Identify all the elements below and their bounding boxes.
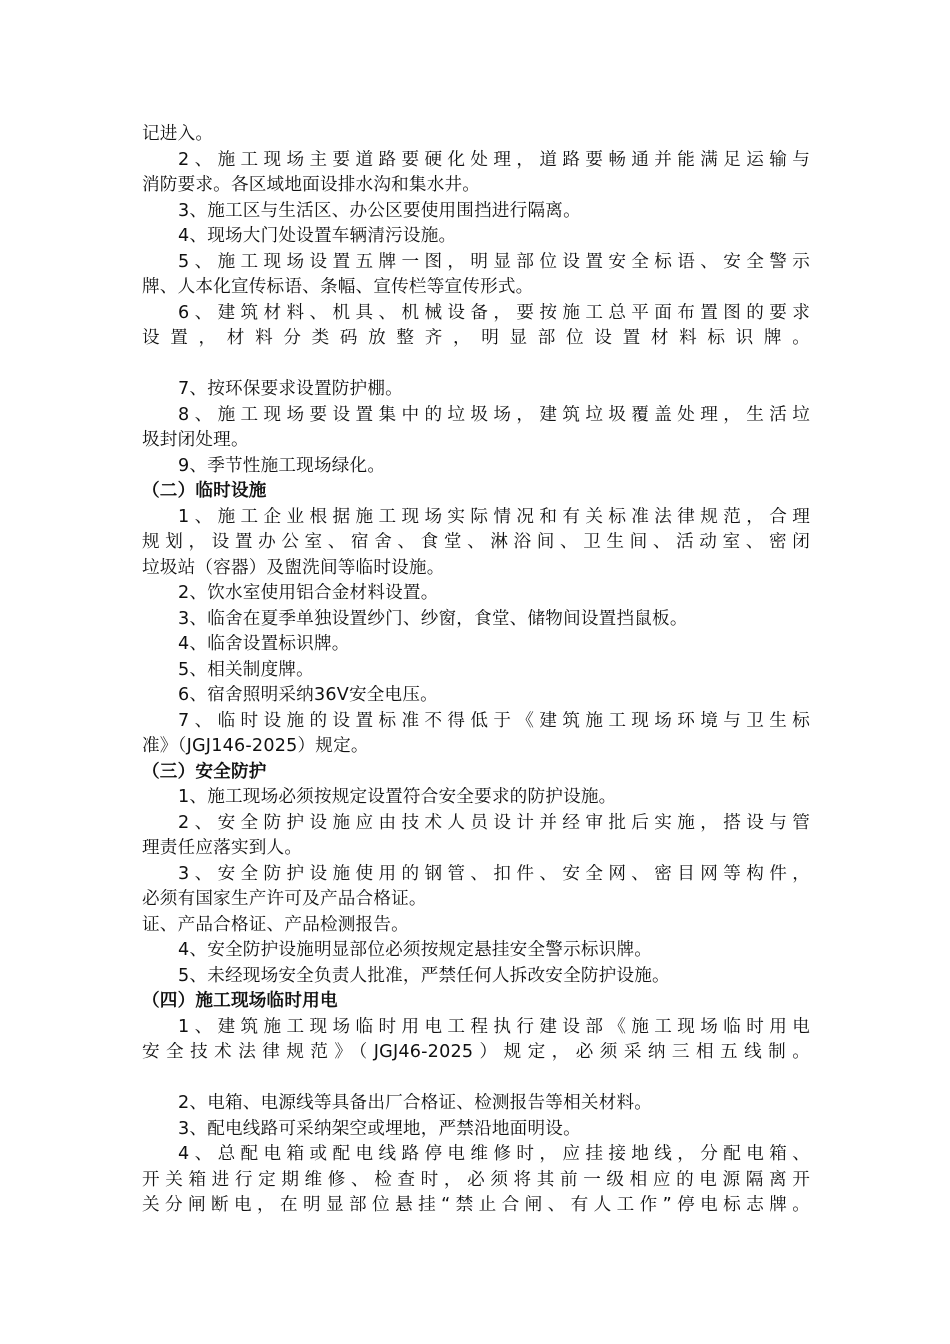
paragraph-line: 5、相关制度牌。 xyxy=(178,659,314,680)
paragraph-line: 3、临舍在夏季单独设置纱门、纱窗，食堂、储物间设置挡鼠板。 xyxy=(178,608,688,629)
paragraph-line: 设置，材料分类码放整齐，明显部位设置材料标识牌。 xyxy=(142,328,810,348)
paragraph-line: 1、施工现场必须按规定设置符合安全要求的防护设施。 xyxy=(178,787,617,807)
paragraph-line: 3、施工区与生活区、办公区要使用围挡进行隔离。 xyxy=(178,200,581,221)
paragraph-line: 7、按环保要求设置防护棚。 xyxy=(178,379,403,399)
paragraph-line: 安全技术法律规范》（JGJ46-2025）规定，必须采纳三相五线制。 xyxy=(142,1042,810,1062)
paragraph-line: 准》（JGJ146-2025）规定。 xyxy=(142,736,369,756)
paragraph-line: 5、未经现场安全负责人批准，严禁任何人拆改安全防护设施。 xyxy=(178,965,670,986)
paragraph-line: 8、施工现场要设置集中的垃圾场，建筑垃圾覆盖处理，生活垃 xyxy=(178,404,810,425)
paragraph-line: 圾封闭处理。 xyxy=(142,430,249,450)
section-heading: （三）安全防护 xyxy=(142,761,267,782)
paragraph-line: 4、总配电箱或配电线路停电维修时，应挂接地线，分配电箱、 xyxy=(178,1144,810,1164)
paragraph-line: 2、电箱、电源线等具备出厂合格证、检测报告等相关材料。 xyxy=(178,1093,653,1113)
section-heading: （四）施工现场临时用电 xyxy=(142,991,338,1011)
paragraph-line: 理责任应落实到人。 xyxy=(142,838,303,858)
document-body xyxy=(142,122,810,1219)
paragraph-line: 规划，设置办公室、宿舍、食堂、淋浴间、卫生间、活动室、密闭 xyxy=(142,532,810,552)
paragraph-line: 4、临舍设置标识牌。 xyxy=(178,634,350,654)
paragraph-line: 垃圾站（容器）及盥洗间等临时设施。 xyxy=(142,557,445,578)
paragraph-line: 开关箱进行定期维修、检查时，必须将其前一级相应的电源隔离开 xyxy=(142,1169,810,1190)
paragraph-line: 关分闸断电，在明显部位悬挂“禁止合闸、有人工作”停电标志牌。 xyxy=(142,1195,810,1215)
paragraph-line: 5、施工现场设置五牌一图，明显部位设置安全标语、安全警示 xyxy=(178,251,810,272)
paragraph-line: 3、配电线路可采纳架空或埋地，严禁沿地面明设。 xyxy=(178,1118,581,1139)
paragraph-line: 1、建筑施工现场临时用电工程执行建设部《施工现场临时用电 xyxy=(178,1016,810,1037)
blank-line xyxy=(142,352,810,378)
paragraph-line: 证、产品合格证、产品检测报告。 xyxy=(142,914,409,935)
paragraph-line: 牌、人本化宣传标语、条幅、宣传栏等宣传形式。 xyxy=(142,277,534,297)
paragraph-line: 2、饮水室使用铝合金材料设置。 xyxy=(178,583,439,603)
paragraph-line: 4、现场大门处设置车辆清污设施。 xyxy=(178,226,457,246)
section-heading: （二）临时设施 xyxy=(142,481,267,501)
paragraph-line: 记进入。 xyxy=(142,124,214,144)
paragraph-line: 4、安全防护设施明显部位必须按规定悬挂安全警示标识牌。 xyxy=(178,940,653,960)
paragraph-line: 7、临时设施的设置标准不得低于《建筑施工现场环境与卫生标 xyxy=(178,710,810,731)
paragraph-line: 3、安全防护设施使用的钢管、扣件、安全网、密目网等构件， xyxy=(178,863,810,884)
paragraph-line: 必须有国家生产许可及产品合格证。 xyxy=(142,889,427,909)
paragraph-line: 6、宿舍照明采纳36V安全电压。 xyxy=(178,685,438,705)
paragraph-line: 消防要求。各区域地面设排水沟和集水井。 xyxy=(142,175,481,195)
paragraph-line: 2、安全防护设施应由技术人员设计并经审批后实施，搭设与管 xyxy=(178,812,810,833)
paragraph-line: 2、施工现场主要道路要硬化处理，道路要畅通并能满足运输与 xyxy=(178,149,810,170)
blank-line xyxy=(142,1066,810,1092)
paragraph-line: 9、季节性施工现场绿化。 xyxy=(178,455,386,476)
paragraph-line: 6、建筑材料、机具、机械设备，要按施工总平面布置图的要求 xyxy=(178,302,810,323)
paragraph-line: 1、施工企业根据施工现场实际情况和有关标准法律规范，合理 xyxy=(178,506,810,527)
